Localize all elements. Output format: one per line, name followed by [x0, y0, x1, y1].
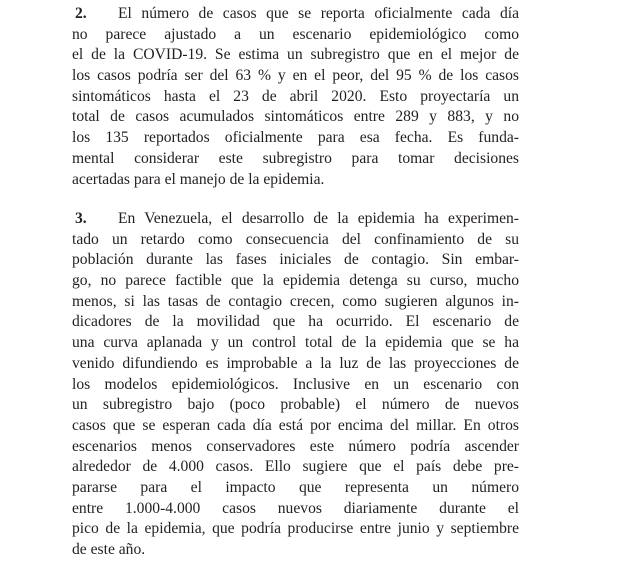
text-line: escenarios menos conservadores este número podría ascender: [72, 437, 519, 455]
text-line: no parece ajustado a un escenario epidemiológico como: [72, 25, 519, 43]
text-line: acertadas para el manejo de la epidemia.: [72, 170, 325, 188]
text-line: pararse para el impacto que representa un número: [72, 478, 519, 496]
text-line: sintomáticos hasta el 23 de abril 2020. Esto proyectaría un: [72, 87, 519, 105]
line-text: El número de casos que se reporta oficialmente cada día: [118, 5, 519, 22]
text-line: los modelos epidemiológicos. Inclusive en un escenario con: [72, 375, 519, 393]
text-line: menos, si las tasas de contagio crecen, como sugieren algunos in-: [72, 292, 519, 310]
text-line: alrededor de 4.000 casos. Ello sugiere que el país debe pre-: [72, 458, 519, 476]
section-number: 3.: [75, 210, 87, 227]
text-line: los casos podría ser del 63 % y en el peor, del 95 % de los casos: [72, 67, 519, 85]
text-line: los 135 reportados oficialmente para esa fecha. Es funda-: [72, 129, 519, 147]
text-line: dicadores de la movilidad que ha ocurrido. El escenario de: [72, 313, 519, 331]
section-3-paragraph: [72, 209, 519, 561]
text-line: un subregistro bajo (poco probable) el número de nuevos: [72, 396, 519, 414]
line-text: En Venezuela, el desarrollo de la epidemia ha experimen-: [118, 210, 519, 227]
text-line: casos que se esperan cada día está por encima del millar. En otros: [72, 416, 519, 434]
text-line: go, no parece factible que la epidemia detenga su curso, mucho: [72, 272, 519, 290]
text-line: venido difundiendo es improbable a la luz de las proyecciones de: [72, 354, 519, 372]
text-line: el de la COVID-19. Se estima un subregistro que en el mejor de: [72, 46, 519, 64]
section-number: 2.: [75, 5, 87, 22]
text-line: población durante las fases iniciales de contagio. Sin embar-: [72, 251, 519, 269]
text-line: tado un retardo como consecuencia del confinamiento de su: [72, 230, 519, 248]
text-line: [72, 4, 519, 25]
text-line: entre 1.000-4.000 casos nuevos diariamente durante el: [72, 499, 519, 517]
text-line: [72, 209, 519, 230]
section-2-paragraph: [72, 4, 519, 190]
text-line: mental considerar este subregistro para tomar decisiones: [72, 149, 519, 167]
text-line: total de casos acumulados sintomáticos entre 289 y 883, y no: [72, 108, 519, 126]
text-line: de este año.: [72, 541, 146, 558]
text-line: una curva aplanada y un control total de la epidemia que se ha: [72, 334, 519, 352]
text-line: pico de la epidemia, que podría producirse entre junio y septiembre: [72, 520, 519, 538]
